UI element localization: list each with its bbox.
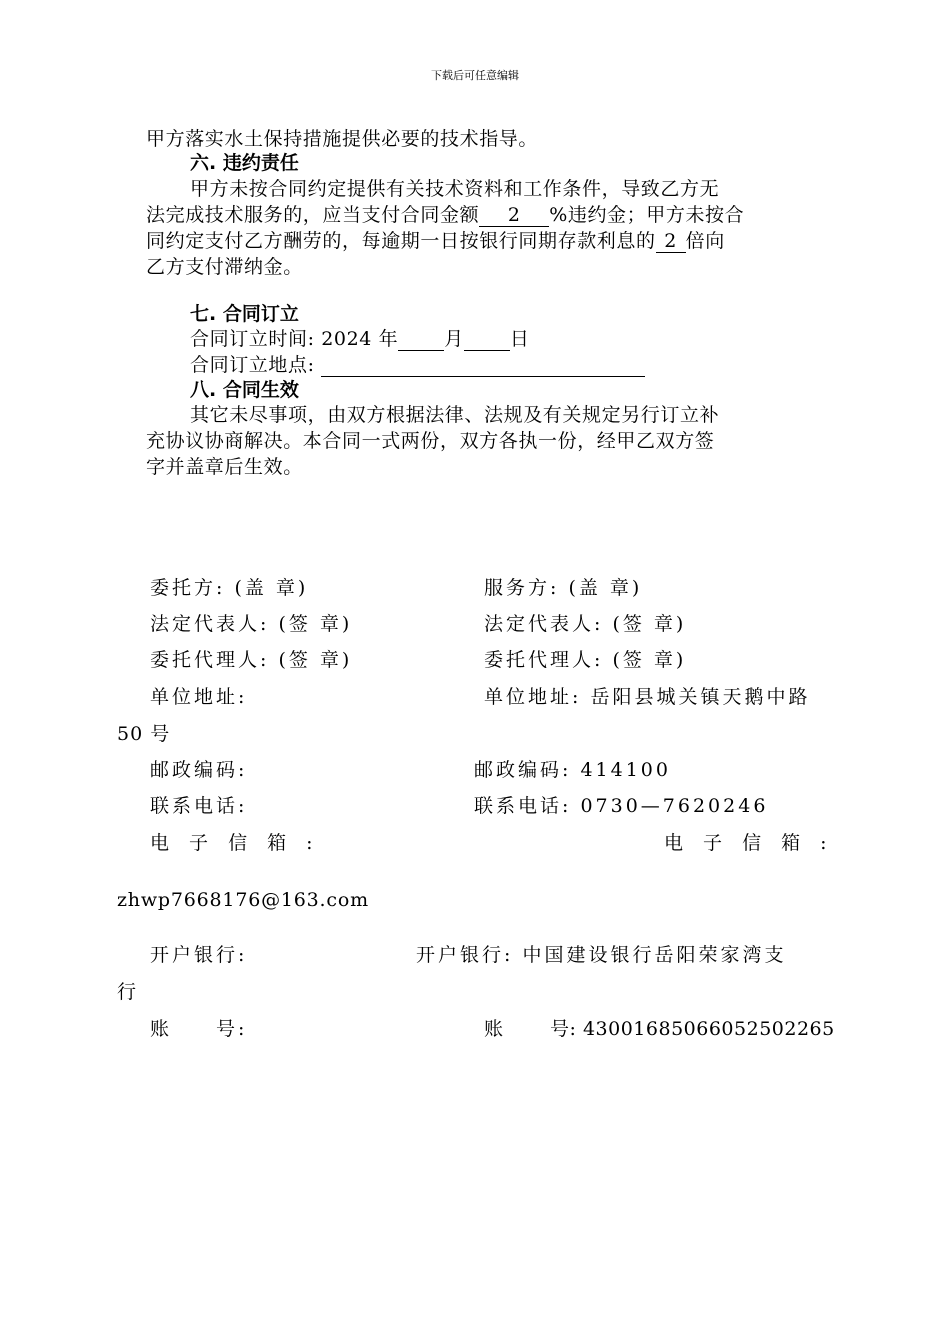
client-email-label: 电 子 信 箱 : (150, 832, 320, 854)
provider-account (484, 1014, 835, 1041)
section-6-line-4: 乙方支付滞纳金。 (146, 256, 303, 278)
section-6-line-3-text-a: 同约定支付乙方酬劳的，每逾期一日按银行同期存款利息的 (146, 230, 656, 252)
provider-legal-rep-label: 法定代表人: (签 章) (484, 613, 687, 635)
client-account-label-a: 账 (150, 1018, 173, 1040)
provider-seal-label: 服务方: (盖 章) (484, 577, 643, 599)
section-8-heading: 八. 合同生效 (190, 379, 299, 401)
paragraph-continuation: 甲方落实水土保持措施提供必要的技术指导。 (146, 128, 539, 150)
provider-account-label-a: 账 (484, 1018, 507, 1040)
day-label: 日 (509, 328, 530, 350)
section-6-line-1: 甲方未按合同约定提供有关技术资料和工作条件，导致乙方无 (190, 178, 720, 200)
client-account-label-b: 号: (216, 1018, 248, 1040)
provider-agent-label: 委托代理人: (签 章) (484, 649, 687, 671)
day-blank (464, 330, 510, 351)
provider-phone: 联系电话: 0730—7620246 (474, 795, 769, 817)
client-legal-rep-label: 法定代表人: (签 章) (150, 613, 353, 635)
client-phone-label: 联系电话: (150, 795, 248, 817)
client-agent-label: 委托代理人: (签 章) (150, 649, 353, 671)
provider-bank: 开户银行: 中国建设银行岳阳荣家湾支 (416, 944, 787, 966)
provider-address-continued: 50 号 (117, 723, 171, 745)
page-header: 下载后可任意编辑 (431, 69, 519, 82)
client-seal-label: 委托方: (盖 章) (150, 577, 309, 599)
section-6-line-2 (146, 200, 744, 227)
late-fee-multiple-blank: 2 (656, 232, 686, 253)
section-6-line-2-text-b: %违约金；甲方未按合 (549, 204, 745, 226)
provider-bank-continued: 行 (117, 981, 140, 1003)
section-8-line-2: 充协议协商解决。本合同一式两份，双方各执一份，经甲乙双方签 (146, 430, 715, 452)
provider-email-label: 电 子 信 箱 : (664, 832, 834, 854)
client-address-label: 单位地址: (150, 686, 248, 708)
provider-account-number: 号: 43001685066052502265 (550, 1018, 835, 1040)
contract-place-blank (321, 356, 645, 377)
month-label: 月 (444, 328, 464, 350)
section-6-line-3 (146, 226, 725, 253)
contract-place-label: 合同订立地点: (190, 354, 315, 376)
client-account-label (150, 1014, 247, 1041)
client-bank-label: 开户银行: (150, 944, 248, 966)
section-6-line-2-text-a: 法完成技术服务的，应当支付合同金额 (146, 204, 480, 226)
provider-address: 单位地址: 岳阳县城关镇天鹅中路 (484, 686, 811, 708)
month-blank (398, 330, 444, 351)
section-8-line-1: 其它未尽事项，由双方根据法律、法规及有关规定另行订立补 (190, 404, 720, 426)
client-postcode-label: 邮政编码: (150, 759, 248, 781)
contract-time-label: 合同订立时间: 2024 年 (190, 328, 399, 350)
section-6-line-3-text-b: 倍向 (685, 230, 725, 252)
contract-place-line (190, 350, 645, 377)
section-8-line-3: 字并盖章后生效。 (146, 456, 303, 478)
contract-time-line (190, 324, 529, 351)
section-7-heading: 七. 合同订立 (190, 303, 299, 325)
provider-postcode: 邮政编码: 414100 (474, 759, 671, 781)
provider-email-value: zhwp7668176@163.com (117, 889, 369, 911)
section-6-heading: 六. 违约责任 (190, 152, 299, 174)
penalty-percent-blank: 2 (479, 206, 549, 227)
